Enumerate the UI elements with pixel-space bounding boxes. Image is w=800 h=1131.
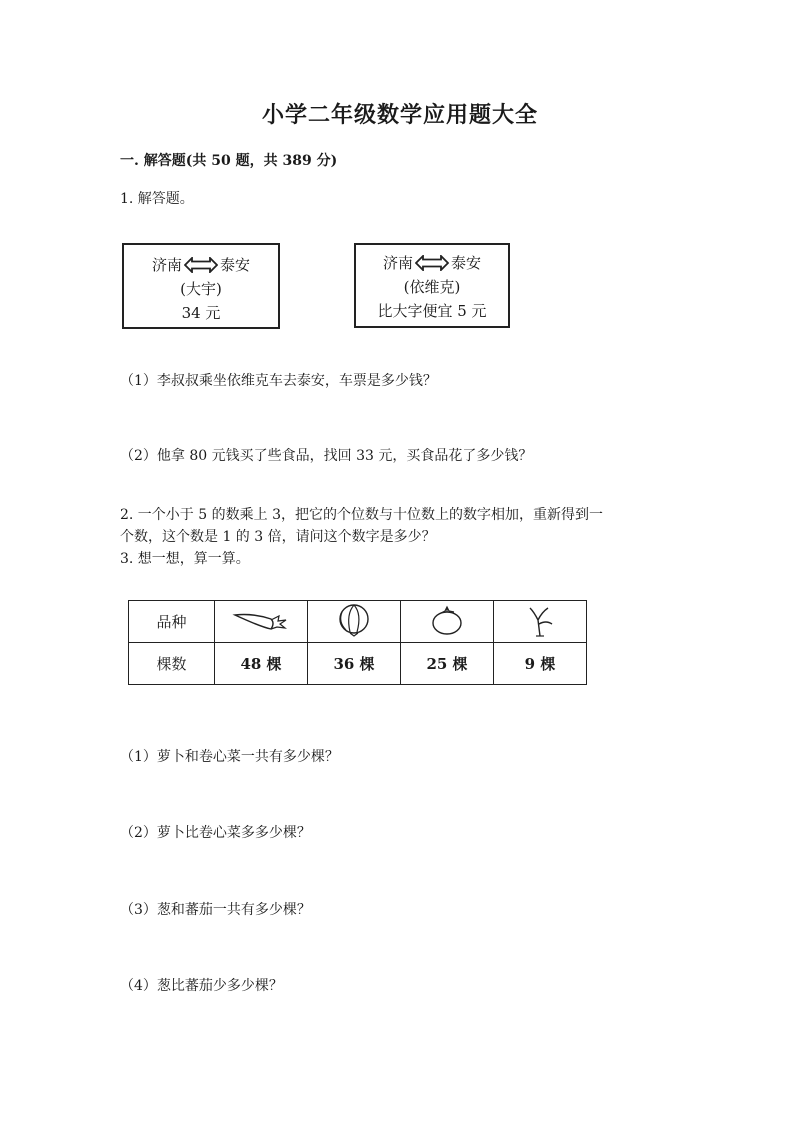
- tomato-icon: [401, 601, 494, 643]
- count-tomato: 25 棵: [401, 643, 494, 685]
- ticket-to: 泰安: [220, 256, 251, 274]
- ticket-type: (大宇): [180, 280, 222, 298]
- count-cabbage: 36 棵: [308, 643, 401, 685]
- section-heading: 一. 解答题(共 50 题，共 389 分): [120, 153, 338, 169]
- carrot-icon: [215, 601, 308, 643]
- ticket-big-bus: [122, 243, 280, 329]
- question-1-sub-2: （2）他拿 80 元钱买了些食品，找回 33 元，买食品花了多少钱？: [120, 448, 533, 464]
- question-2-line-2: 个数，这个数是 1 的 3 倍，请问这个数字是多少？: [120, 529, 436, 545]
- row-header-count: 棵数: [129, 643, 215, 685]
- ticket-to: 泰安: [451, 254, 482, 272]
- question-2-line-1: 2. 一个小于 5 的数乘上 3，把它的个位数与十位数上的数字相加，重新得到一: [120, 507, 603, 523]
- cabbage-icon: [308, 601, 401, 643]
- double-arrow-icon: [415, 255, 449, 271]
- table-row: [129, 643, 587, 685]
- ticket-type: (依维克): [403, 278, 461, 296]
- question-3-sub-3: （3）葱和蕃茄一共有多少棵？: [120, 902, 311, 918]
- table-row: [129, 601, 587, 643]
- row-header-variety: 品种: [129, 601, 215, 643]
- question-1-sub-1: （1）李叔叔乘坐依维克车去泰安，车票是多少钱？: [120, 373, 437, 389]
- page-title: 小学二年级数学应用题大全: [261, 102, 538, 128]
- count-scallion: 9 棵: [494, 643, 587, 685]
- ticket-from: 济南: [151, 256, 182, 274]
- question-3-sub-2: （2）萝卜比卷心菜多多少棵？: [120, 825, 311, 841]
- vegetable-table: [128, 600, 587, 685]
- ticket-price: 比大字便宜 5 元: [377, 302, 487, 320]
- ticket-small-bus: [354, 243, 510, 328]
- double-arrow-icon: [184, 257, 218, 273]
- question-1-label: 1. 解答题。: [120, 191, 194, 207]
- ticket-route: [124, 253, 278, 277]
- question-3-sub-1: （1）萝卜和卷心菜一共有多少棵？: [120, 749, 339, 765]
- scallion-icon: [494, 601, 587, 643]
- ticket-from: 济南: [382, 254, 413, 272]
- question-3-label: 3. 想一想，算一算。: [120, 551, 250, 567]
- ticket-route: [356, 251, 508, 275]
- ticket-price: 34 元: [181, 304, 221, 322]
- count-carrot: 48 棵: [215, 643, 308, 685]
- question-3-sub-4: （4）葱比蕃茄少多少棵？: [120, 978, 283, 994]
